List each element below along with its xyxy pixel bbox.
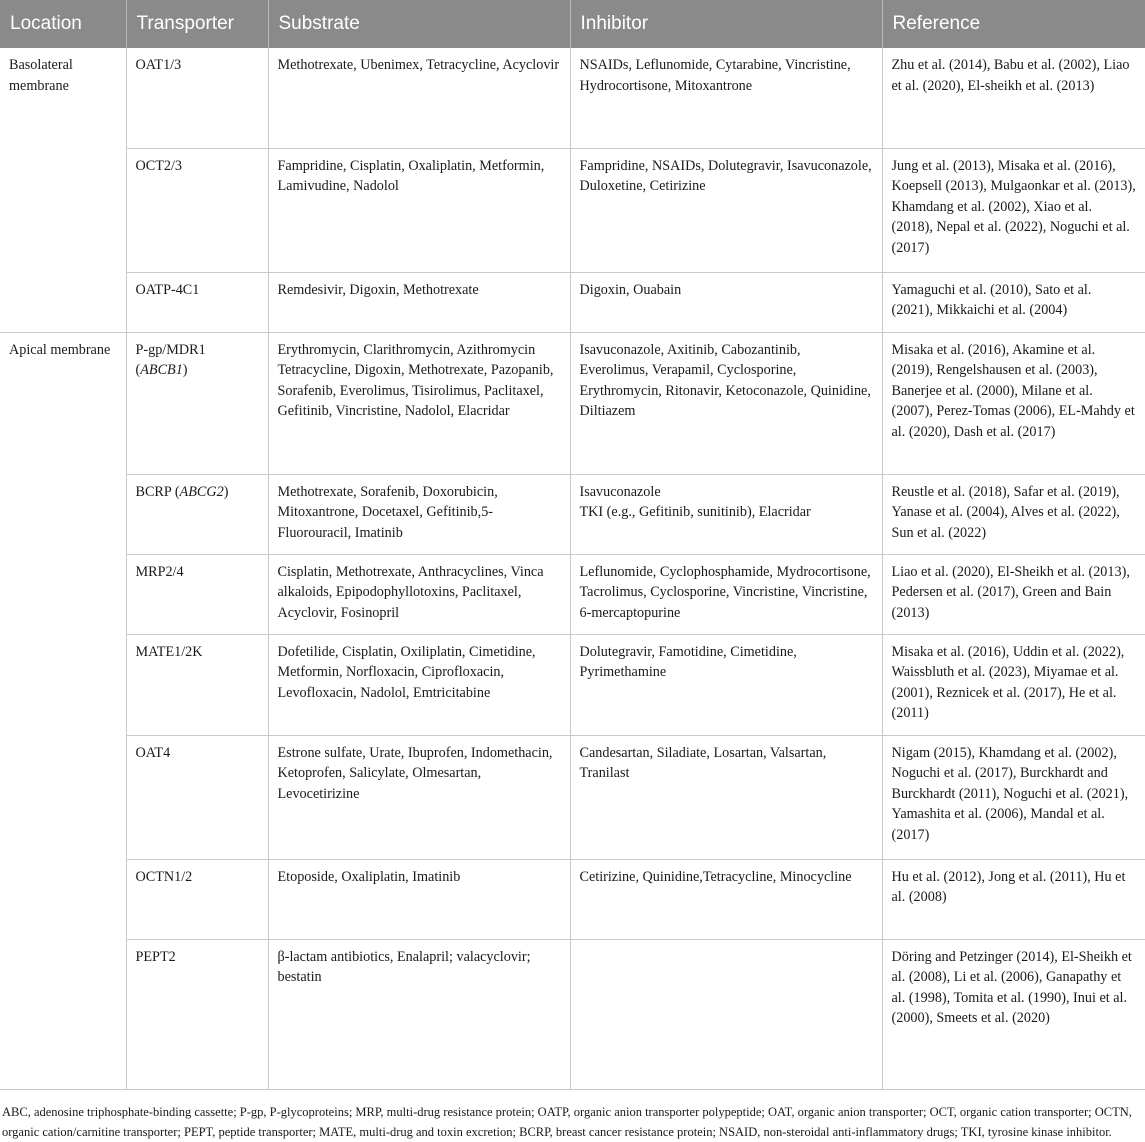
header-substrate: Substrate (268, 0, 570, 48)
table-row (0, 332, 1145, 474)
reference-cell: Zhu et al. (2014), Babu et al. (2002), Liao et al. (2020), El-sheikh et al. (2013) (882, 48, 1145, 148)
substrate-cell: Remdesivir, Digoxin, Methotrexate (268, 272, 570, 332)
inhibitor-cell: NSAIDs, Leflunomide, Cytarabine, Vincristine, Hydrocortisone, Mitoxantrone (570, 48, 882, 148)
substrate-cell: Methotrexate, Sorafenib, Doxorubicin, Mitoxantrone, Docetaxel, Gefitinib,5-Fluorouracil, Imatinib (268, 474, 570, 554)
transporter-cell: P-gp/MDR1 (ABCB1) (126, 332, 268, 474)
reference-cell: Jung et al. (2013), Misaka et al. (2016), Koepsell (2013), Mulgaonkar et al. (2013), Khamdang et al. (2002), Xiao et al. (2018), Nepal et al. (2022), Noguchi et al. (2017) (882, 148, 1145, 272)
inhibitor-cell: Isavuconazole, Axitinib, Cabozantinib, Everolimus, Verapamil, Cyclosporine, Erythromycin, Ritonavir, Ketoconazole, Quinidine, Diltiazem (570, 332, 882, 474)
table-body (0, 48, 1145, 1089)
reference-cell: Reustle et al. (2018), Safar et al. (2019), Yanase et al. (2004), Alves et al. (2022), Sun et al. (2022) (882, 474, 1145, 554)
table-row (0, 634, 1145, 735)
inhibitor-line: TKI (e.g., Gefitinib, sunitinib), Elacridar (579, 504, 811, 520)
transporter-cell: OCT2/3 (126, 148, 268, 272)
substrate-cell: Etoposide, Oxaliplatin, Imatinib (268, 859, 570, 939)
location-cell: Apical membrane (0, 332, 126, 1089)
inhibitor-cell: Leflunomide, Cyclophosphamide, Mydrocortisone, Tacrolimus, Cyclosporine, Vincristine, Vincristine, 6-mercaptopurine (570, 554, 882, 634)
table-row (0, 272, 1145, 332)
transporter-cell: BCRP (ABCG2) (126, 474, 268, 554)
transporter-cell: OAT4 (126, 735, 268, 859)
table-row (0, 474, 1145, 554)
transporter-cell: OAT1/3 (126, 48, 268, 148)
location-cell: Basolateral membrane (0, 48, 126, 332)
inhibitor-cell: Cetirizine, Quinidine,Tetracycline, Minocycline (570, 859, 882, 939)
substrate-cell: Methotrexate, Ubenimex, Tetracycline, Acyclovir (268, 48, 570, 148)
table-footnote: ABC, adenosine triphosphate-binding cassette; P-gp, P-glycoproteins; MRP, multi-drug resistance protein; OATP, organic anion transporter polypeptide; OAT, organic anion transporter; OCT, organic cation transporter; OCTN, organic cation/carnitine transporter; PEPT, peptide transporter; MATE, multi-drug and toxin excretion; BCRP, breast cancer resistance protein; NSAID, non-steroidal anti-inflammatory drugs; TKI, tyrosine kinase inhibitor. (2, 1104, 1132, 1139)
reference-cell: Liao et al. (2020), El-Sheikh et al. (2013), Pedersen et al. (2017), Green and Bain (2013) (882, 554, 1145, 634)
transporter-cell: OATP-4C1 (126, 272, 268, 332)
transporter-name: BCRP (135, 483, 172, 500)
reference-cell: Misaka et al. (2016), Akamine et al. (2019), Rengelshausen et al. (2003), Banerjee et al. (2000), Milane et al. (2007), Perez-Tomas (2006), EL-Mahdy et al. (2020), Dash et al. (2017) (882, 332, 1145, 474)
reference-cell: Hu et al. (2012), Jong et al. (2011), Hu et al. (2008) (882, 859, 1145, 939)
substrate-cell: Estrone sulfate, Urate, Ibuprofen, Indomethacin, Ketoprofen, Salicylate, Olmesartan, Levocetirizine (268, 735, 570, 859)
substrate-cell: Cisplatin, Methotrexate, Anthracyclines, Vinca alkaloids, Epipodophyllotoxins, Paclitaxel, Acyclovir, Fosinopril (268, 554, 570, 634)
transporter-cell: MRP2/4 (126, 554, 268, 634)
gene-name: ABCB1 (140, 362, 183, 378)
inhibitor-cell: Fampridine, NSAIDs, Dolutegravir, Isavuconazole, Duloxetine, Cetirizine (570, 148, 882, 272)
table-row (0, 939, 1145, 1089)
inhibitor-cell (570, 939, 882, 1089)
table-row (0, 735, 1145, 859)
inhibitor-cell: Candesartan, Siladiate, Losartan, Valsartan, Tranilast (570, 735, 882, 859)
transporter-cell: OCTN1/2 (126, 859, 268, 939)
table-header (0, 0, 1145, 48)
inhibitor-line: Isavuconazole (579, 483, 661, 500)
reference-cell: Nigam (2015), Khamdang et al. (2002), Noguchi et al. (2017), Burckhardt and Burckhardt (2011), Noguchi et al. (2021), Yamashita et al. (2006), Mandal et al. (2017) (882, 735, 1145, 859)
substrate-cell: β-lactam antibiotics, Enalapril; valacyclovir; bestatin (268, 939, 570, 1089)
header-inhibitor: Inhibitor (570, 0, 882, 48)
inhibitor-cell: Dolutegravir, Famotidine, Cimetidine, Pyrimethamine (570, 634, 882, 735)
table-row (0, 859, 1145, 939)
inhibitor-cell (570, 474, 882, 554)
reference-cell: Döring and Petzinger (2014), El-Sheikh et al. (2008), Li et al. (2006), Ganapathy et al. (1998), Tomita et al. (1990), Inui et al. (2000), Smeets et al. (2020) (882, 939, 1145, 1089)
transporter-cell: MATE1/2K (126, 634, 268, 735)
gene-name: ABCG2 (179, 483, 224, 500)
transporter-cell: PEPT2 (126, 939, 268, 1089)
substrate-cell: Erythromycin, Clarithromycin, Azithromycin Tetracycline, Digoxin, Methotrexate, Pazopanib, Sorafenib, Everolimus, Tisirolimus, Paclitaxel, Gefitinib, Vincristine, Nadolol, Elacridar (268, 332, 570, 474)
header-reference: Reference (882, 0, 1145, 48)
substrate-cell: Dofetilide, Cisplatin, Oxiliplatin, Cimetidine, Metformin, Norfloxacin, Ciprofloxacin, Levofloxacin, Nadolol, Emtricitabine (268, 634, 570, 735)
table-row (0, 48, 1145, 148)
substrate-cell: Fampridine, Cisplatin, Oxaliplatin, Metformin, Lamivudine, Nadolol (268, 148, 570, 272)
inhibitor-cell: Digoxin, Ouabain (570, 272, 882, 332)
transporter-name: P-gp/MDR1 (135, 341, 206, 358)
header-transporter: Transporter (126, 0, 268, 48)
table-row (0, 554, 1145, 634)
header-location: Location (0, 0, 126, 48)
table-row (0, 148, 1145, 272)
reference-cell: Misaka et al. (2016), Uddin et al. (2022), Waissbluth et al. (2023), Miyamae et al. (2001), Reznicek et al. (2017), He et al. (2011) (882, 634, 1145, 735)
reference-cell: Yamaguchi et al. (2010), Sato et al. (2021), Mikkaichi et al. (2004) (882, 272, 1145, 332)
